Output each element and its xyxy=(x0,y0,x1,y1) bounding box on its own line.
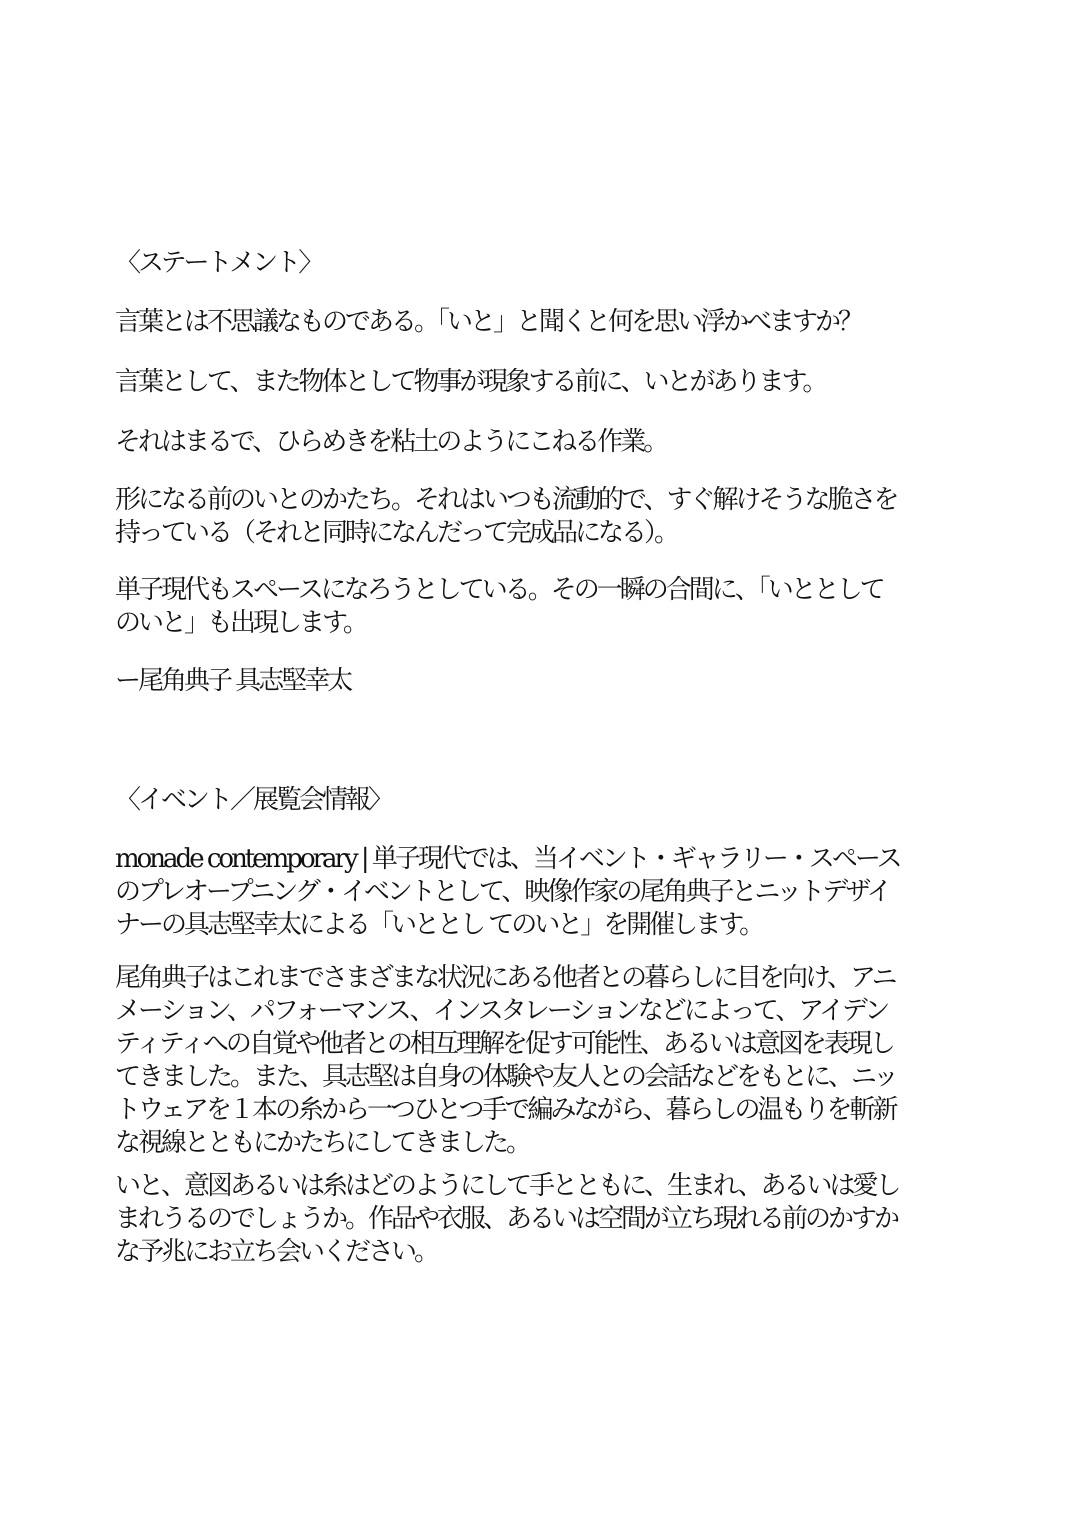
event-paragraph-3 xyxy=(115,1170,1000,1269)
statement-signature-block xyxy=(115,665,1000,698)
text-line: てきました。また、具志堅は自身の体験や友人との会話などをもとに、ニッ xyxy=(115,1062,896,1092)
text-line: いと、意図あるいは糸はどのようにして手とともに、生まれ、あるいは愛し xyxy=(115,1171,899,1201)
text-line: monade contemporary | 単子現代では、当イベント・ギャラリー・スペース xyxy=(115,844,900,874)
text-line: まれうるのでしょうか。作品や衣服、あるいは空間が立ち現れる前のかすか xyxy=(115,1204,898,1234)
statement-paragraph-3 xyxy=(115,426,1000,459)
event-paragraph-2 xyxy=(115,962,1000,1160)
statement-heading: 〈ステートメント〉 xyxy=(115,248,322,278)
text-line: のプレオープニング・イベントとして、映像作家の尾角典子とニットデザイ xyxy=(115,877,890,907)
event-paragraph-1 xyxy=(115,843,1000,942)
statement-heading-block xyxy=(115,247,1000,280)
text-line: な視線とともにかたちにしてきました。 xyxy=(115,1128,530,1158)
statement-paragraph-4 xyxy=(115,484,1000,550)
text-line: 言葉として、また物体として物事が現象する前に、いとがあります。 xyxy=(115,367,826,397)
text-line: それはまるで、ひらめきを粘土のようにこねる作業。 xyxy=(115,427,667,457)
text-line: トウェアを１本の糸から一つひとつ手で編みながら、暮らしの温もりを斬新 xyxy=(115,1095,896,1125)
text-line: 単子現代もスペースになろうとしている。その一瞬の合間に、「いととして xyxy=(115,575,883,605)
text-line: 言葉とは不思議なものである。「いと」と聞くと何を思い浮かべますか？ xyxy=(115,307,862,337)
text-line: な予兆にお立ち会いください。 xyxy=(115,1237,438,1267)
statement-paragraph-2 xyxy=(115,366,1000,399)
text-line: ティティへの自覚や他者との相互理解を促す可能性、あるいは意図を表現し xyxy=(115,1029,893,1059)
statement-paragraph-5 xyxy=(115,574,1000,640)
event-heading: 〈イベント／展覧会情報〉 xyxy=(115,785,392,815)
text-line: 尾角典子はこれまでさまざまな状況にある他者との暮らしに目を向け、アニ xyxy=(115,963,895,993)
statement-paragraph-1 xyxy=(115,306,1000,339)
text-line: ナーの具志堅幸太による「いととし てのいと」を開催します。 xyxy=(115,910,763,940)
text-line: 形になる前のいとのかたち。それはいつも流動的で、すぐ解けそうな脆さを xyxy=(115,485,897,515)
statement-signature: ー尾角典子 具志堅幸太 xyxy=(115,666,351,696)
text-line: 持っている（それと同時になんだって完成品になる）。 xyxy=(115,518,678,548)
text-line: のいと」も出現します。 xyxy=(115,608,366,638)
event-heading-block xyxy=(115,784,1000,817)
text-line: メーション、パフォーマンス、インスタレーションなどによって、アイデン xyxy=(115,996,888,1026)
